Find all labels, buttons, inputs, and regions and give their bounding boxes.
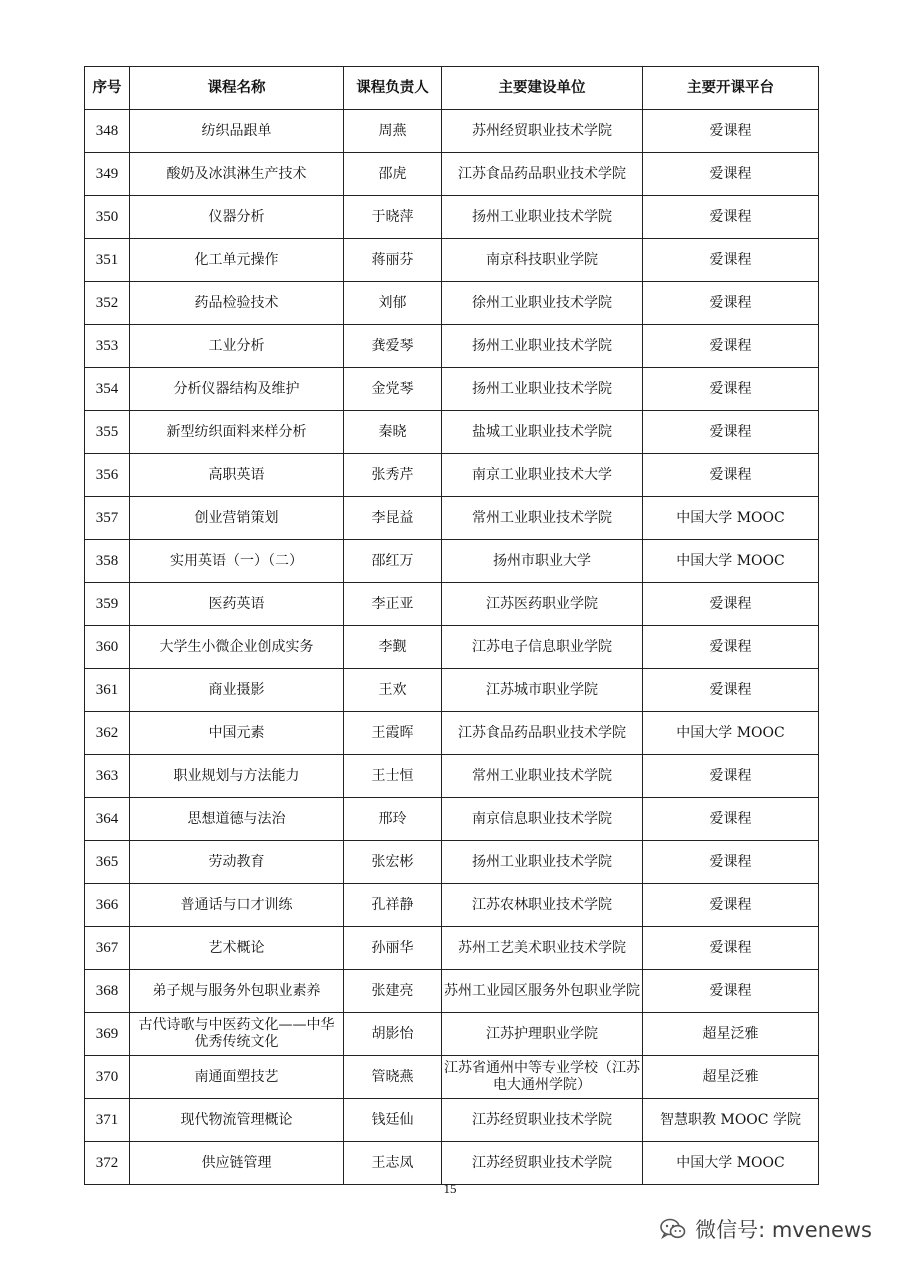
table-row <box>85 497 819 540</box>
cell-institution: 南京科技职业学院 <box>442 239 643 282</box>
cell-course-lead: 钱廷仙 <box>344 1099 442 1142</box>
cell-platform: 爱课程 <box>643 970 819 1013</box>
table-row <box>85 411 819 454</box>
cell-course-lead: 邢玲 <box>344 798 442 841</box>
cell-course-name: 创业营销策划 <box>130 497 344 540</box>
table-row <box>85 798 819 841</box>
cell-platform: 爱课程 <box>643 798 819 841</box>
cell-index: 362 <box>85 712 130 755</box>
cell-index: 353 <box>85 325 130 368</box>
cell-course-name: 大学生小微企业创成实务 <box>130 626 344 669</box>
cell-platform: 爱课程 <box>643 411 819 454</box>
cell-course-lead: 张秀芹 <box>344 454 442 497</box>
cell-course-lead: 张宏彬 <box>344 841 442 884</box>
table-row <box>85 970 819 1013</box>
table-row <box>85 626 819 669</box>
cell-index: 354 <box>85 368 130 411</box>
cell-course-name: 高职英语 <box>130 454 344 497</box>
cell-course-name: 新型纺织面料来样分析 <box>130 411 344 454</box>
cell-index: 365 <box>85 841 130 884</box>
cell-course-lead: 金党琴 <box>344 368 442 411</box>
cell-course-name: 南通面塑技艺 <box>130 1056 344 1099</box>
table-row <box>85 884 819 927</box>
cell-platform: 爱课程 <box>643 368 819 411</box>
table-row <box>85 454 819 497</box>
watermark-text: 微信号: mvenews <box>695 1218 872 1242</box>
table-row <box>85 1056 819 1099</box>
cell-institution: 江苏食品药品职业技术学院 <box>442 153 643 196</box>
course-table <box>84 66 819 1185</box>
cell-institution: 常州工业职业技术学院 <box>442 755 643 798</box>
cell-course-name: 职业规划与方法能力 <box>130 755 344 798</box>
cell-platform: 爱课程 <box>643 583 819 626</box>
cell-course-lead: 张建亮 <box>344 970 442 1013</box>
cell-index: 355 <box>85 411 130 454</box>
cell-index: 370 <box>85 1056 130 1099</box>
cell-course-lead: 管晓燕 <box>344 1056 442 1099</box>
cell-course-name: 中国元素 <box>130 712 344 755</box>
cell-index: 363 <box>85 755 130 798</box>
table-row <box>85 927 819 970</box>
table-row <box>85 196 819 239</box>
cell-course-name: 仪器分析 <box>130 196 344 239</box>
table-body <box>85 110 819 1185</box>
cell-course-lead: 于晓萍 <box>344 196 442 239</box>
cell-platform: 爱课程 <box>643 325 819 368</box>
header-institution: 主要建设单位 <box>442 67 643 110</box>
cell-index: 360 <box>85 626 130 669</box>
cell-course-name: 思想道德与法治 <box>130 798 344 841</box>
cell-platform: 中国大学 MOOC <box>643 540 819 583</box>
cell-index: 371 <box>85 1099 130 1142</box>
cell-institution: 江苏医药职业学院 <box>442 583 643 626</box>
cell-platform: 爱课程 <box>643 669 819 712</box>
cell-course-lead: 王志凤 <box>344 1142 442 1185</box>
cell-institution: 常州工业职业技术学院 <box>442 497 643 540</box>
cell-course-name: 医药英语 <box>130 583 344 626</box>
cell-course-lead: 刘郁 <box>344 282 442 325</box>
cell-course-name: 供应链管理 <box>130 1142 344 1185</box>
cell-course-lead: 蒋丽芬 <box>344 239 442 282</box>
cell-institution: 江苏省通州中等专业学校（江苏电大通州学院） <box>442 1056 643 1099</box>
cell-platform: 中国大学 MOOC <box>643 1142 819 1185</box>
cell-index: 351 <box>85 239 130 282</box>
cell-platform: 爱课程 <box>643 282 819 325</box>
table-row <box>85 110 819 153</box>
cell-index: 372 <box>85 1142 130 1185</box>
cell-institution: 苏州经贸职业技术学院 <box>442 110 643 153</box>
cell-course-name: 酸奶及冰淇淋生产技术 <box>130 153 344 196</box>
cell-index: 349 <box>85 153 130 196</box>
table-row <box>85 368 819 411</box>
table-row <box>85 841 819 884</box>
cell-institution: 江苏护理职业学院 <box>442 1013 643 1056</box>
cell-course-name: 分析仪器结构及维护 <box>130 368 344 411</box>
cell-platform: 中国大学 MOOC <box>643 497 819 540</box>
cell-platform: 爱课程 <box>643 841 819 884</box>
wechat-icon <box>659 1217 687 1241</box>
watermark <box>659 1214 872 1244</box>
table-row <box>85 153 819 196</box>
table-row <box>85 669 819 712</box>
cell-index: 369 <box>85 1013 130 1056</box>
cell-index: 366 <box>85 884 130 927</box>
cell-institution: 南京工业职业技术大学 <box>442 454 643 497</box>
cell-index: 356 <box>85 454 130 497</box>
table-row <box>85 1099 819 1142</box>
cell-index: 358 <box>85 540 130 583</box>
cell-platform: 爱课程 <box>643 239 819 282</box>
cell-institution: 扬州工业职业技术学院 <box>442 368 643 411</box>
cell-course-lead: 李觐 <box>344 626 442 669</box>
cell-index: 357 <box>85 497 130 540</box>
cell-course-lead: 胡影怡 <box>344 1013 442 1056</box>
cell-platform: 爱课程 <box>643 927 819 970</box>
header-platform: 主要开课平台 <box>643 67 819 110</box>
cell-course-name: 药品检验技术 <box>130 282 344 325</box>
table-header-row <box>85 67 819 110</box>
cell-course-name: 实用英语（一）（二） <box>130 540 344 583</box>
cell-platform: 智慧职教 MOOC 学院 <box>643 1099 819 1142</box>
cell-course-lead: 孙丽华 <box>344 927 442 970</box>
cell-course-name: 劳动教育 <box>130 841 344 884</box>
header-course-lead: 课程负责人 <box>344 67 442 110</box>
cell-course-lead: 王欢 <box>344 669 442 712</box>
cell-course-name: 纺织品跟单 <box>130 110 344 153</box>
cell-index: 367 <box>85 927 130 970</box>
cell-index: 364 <box>85 798 130 841</box>
cell-course-name: 化工单元操作 <box>130 239 344 282</box>
cell-institution: 江苏城市职业学院 <box>442 669 643 712</box>
table-row <box>85 1013 819 1056</box>
cell-course-lead: 王霞晖 <box>344 712 442 755</box>
cell-course-lead: 周燕 <box>344 110 442 153</box>
table-row <box>85 712 819 755</box>
cell-course-name: 商业摄影 <box>130 669 344 712</box>
cell-platform: 超星泛雅 <box>643 1056 819 1099</box>
table-row <box>85 540 819 583</box>
cell-institution: 苏州工艺美术职业技术学院 <box>442 927 643 970</box>
cell-course-lead: 王士恒 <box>344 755 442 798</box>
cell-course-lead: 邵虎 <box>344 153 442 196</box>
cell-platform: 爱课程 <box>643 153 819 196</box>
cell-index: 348 <box>85 110 130 153</box>
cell-course-lead: 秦晓 <box>344 411 442 454</box>
table-row <box>85 239 819 282</box>
cell-platform: 超星泛雅 <box>643 1013 819 1056</box>
cell-institution: 江苏农林职业技术学院 <box>442 884 643 927</box>
cell-institution: 江苏电子信息职业学院 <box>442 626 643 669</box>
cell-index: 359 <box>85 583 130 626</box>
cell-institution: 南京信息职业技术学院 <box>442 798 643 841</box>
cell-institution: 扬州市职业大学 <box>442 540 643 583</box>
cell-course-name: 工业分析 <box>130 325 344 368</box>
table-row <box>85 755 819 798</box>
cell-course-lead: 李昆益 <box>344 497 442 540</box>
cell-index: 350 <box>85 196 130 239</box>
cell-course-name: 现代物流管理概论 <box>130 1099 344 1142</box>
cell-institution: 扬州工业职业技术学院 <box>442 841 643 884</box>
cell-course-name: 普通话与口才训练 <box>130 884 344 927</box>
cell-course-name: 古代诗歌与中医药文化——中华优秀传统文化 <box>130 1013 344 1056</box>
table-row <box>85 325 819 368</box>
cell-institution: 江苏经贸职业技术学院 <box>442 1099 643 1142</box>
cell-institution: 盐城工业职业技术学院 <box>442 411 643 454</box>
cell-institution: 扬州工业职业技术学院 <box>442 325 643 368</box>
cell-course-name: 弟子规与服务外包职业素养 <box>130 970 344 1013</box>
cell-platform: 爱课程 <box>643 454 819 497</box>
cell-institution: 苏州工业园区服务外包职业学院 <box>442 970 643 1013</box>
header-course-name: 课程名称 <box>130 67 344 110</box>
cell-platform: 爱课程 <box>643 626 819 669</box>
cell-institution: 江苏经贸职业技术学院 <box>442 1142 643 1185</box>
cell-course-lead: 邵红万 <box>344 540 442 583</box>
cell-platform: 中国大学 MOOC <box>643 712 819 755</box>
header-index: 序号 <box>85 67 130 110</box>
table-row <box>85 1142 819 1185</box>
cell-platform: 爱课程 <box>643 884 819 927</box>
cell-index: 352 <box>85 282 130 325</box>
cell-platform: 爱课程 <box>643 110 819 153</box>
cell-index: 361 <box>85 669 130 712</box>
page-number: 15 <box>443 1181 457 1196</box>
cell-index: 368 <box>85 970 130 1013</box>
cell-institution: 江苏食品药品职业技术学院 <box>442 712 643 755</box>
cell-platform: 爱课程 <box>643 196 819 239</box>
cell-institution: 徐州工业职业技术学院 <box>442 282 643 325</box>
cell-course-lead: 龚爱琴 <box>344 325 442 368</box>
cell-course-name: 艺术概论 <box>130 927 344 970</box>
cell-platform: 爱课程 <box>643 755 819 798</box>
table-row <box>85 282 819 325</box>
cell-institution: 扬州工业职业技术学院 <box>442 196 643 239</box>
table-row <box>85 583 819 626</box>
cell-course-lead: 孔祥静 <box>344 884 442 927</box>
cell-course-lead: 李正亚 <box>344 583 442 626</box>
